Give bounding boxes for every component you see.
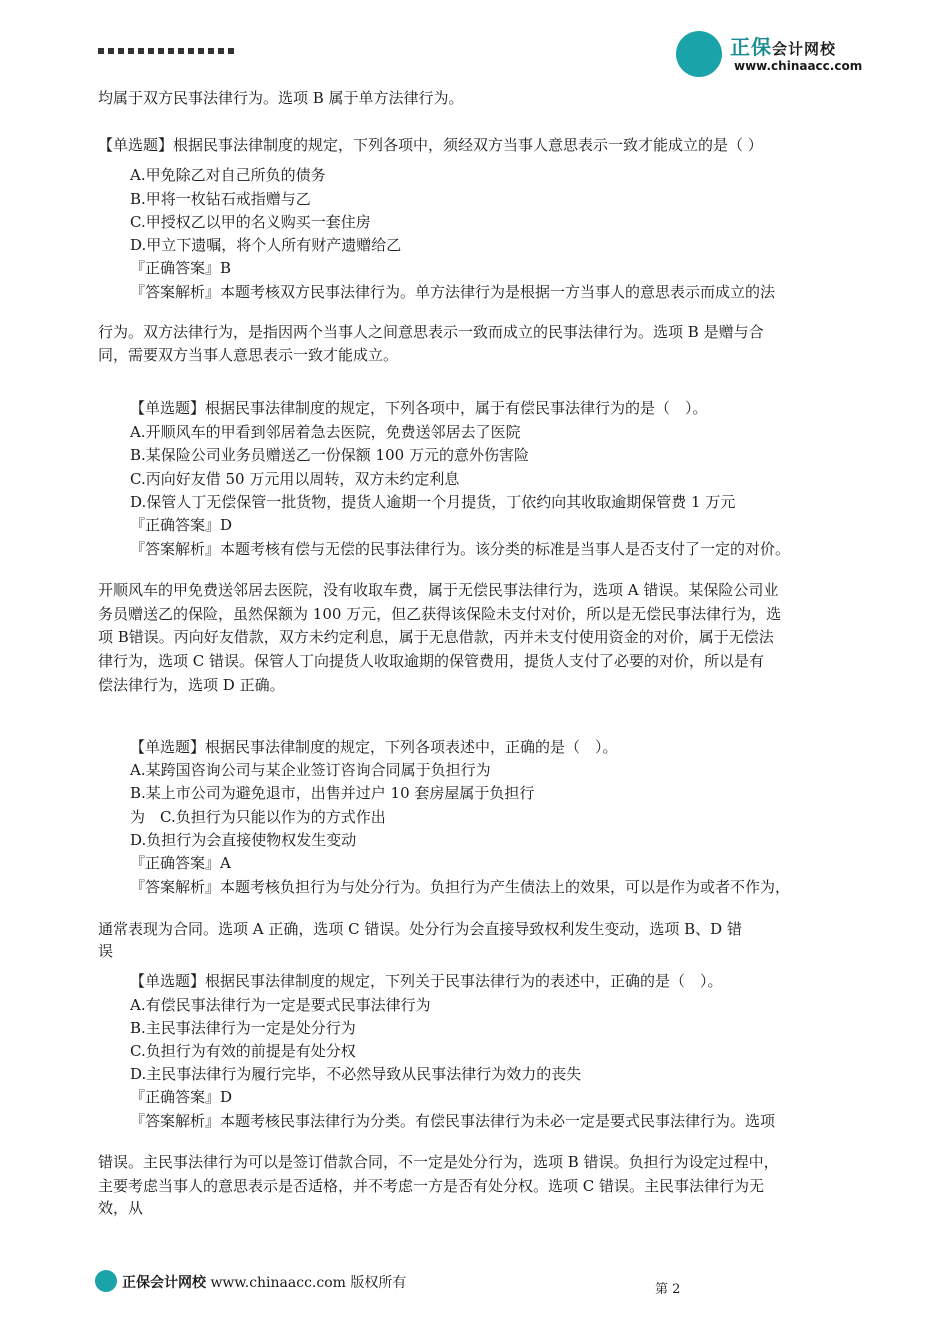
question-1-option-c: C.甲授权乙以甲的名义购买一套住房 (130, 213, 371, 231)
question-3-option-d: D.负担行为会直接使物权发生变动 (130, 831, 357, 849)
question-2-title: 【单选题】根据民事法律制度的规定，下列各项中，属于有偿民事法律行为的是（ ）。 (130, 399, 708, 417)
question-4-analysis-line-3: 主要考虑当事人的意思表示是否适格，并不考虑一方是否有处分权。选项 C 错误。主民事法律行为无 (98, 1177, 765, 1195)
brand-logo (676, 25, 866, 81)
question-4-analysis-line-1: 『答案解析』本题考核民事法律行为分类。有偿民事法律行为未必一定是要式民事法律行为。选项 (130, 1112, 776, 1130)
question-3-analysis-line-3: 误 (98, 942, 114, 960)
question-1-analysis-line-1: 『答案解析』本题考核双方民事法律行为。单方法律行为是根据一方当事人的意思表示而成立的法 (130, 283, 776, 301)
question-3-analysis-line-1: 『答案解析』本题考核负担行为与处分行为。负担行为产生债法上的效果，可以是作为或者不作为， (130, 878, 791, 896)
previous-analysis-tail: 均属于双方民事法律行为。选项 B 属于单方法律行为。 (98, 89, 464, 107)
question-2-analysis-line-4: 项 B错误。丙向好友借款，双方未约定利息，属于无息借款，丙并未支付使用资金的对价，属于无偿法 (98, 628, 774, 646)
top-cut-artifact (98, 48, 238, 54)
question-1-option-a: A.甲免除乙对自己所负的债务 (130, 166, 326, 184)
question-4-analysis-line-4: 效，从 (98, 1199, 144, 1217)
question-2-option-c: C.丙向好友借 50 万元用以周转，双方未约定利息 (130, 470, 460, 488)
question-3-analysis-line-2: 通常表现为合同。选项 A 正确，选项 C 错误。处分行为会直接导致权利发生变动，选项 B、D 错 (98, 920, 742, 938)
question-1-analysis-line-3: 同，需要双方当事人意思表示一致才能成立。 (98, 346, 399, 364)
question-2-analysis-line-2: 开顺风车的甲免费送邻居去医院，没有收取车费，属于无偿民事法律行为，选项 A 错误。某保险公司业 (98, 581, 779, 599)
question-1-option-d: D.甲立下遗嘱，将个人所有财产遗赠给乙 (130, 236, 402, 254)
question-2-analysis-line-3: 务员赠送乙的保险，虽然保额为 100 万元，但乙获得该保险未支付对价，所以是无偿民事法律行为，选 (98, 605, 782, 623)
question-2-analysis-line-5: 律行为，选项 C 错误。保管人丁向提货人收取逾期的保管费用，提货人支付了必要的对价，所以是有 (98, 652, 765, 670)
logo-brand-text: 正保会计网校 (730, 35, 837, 59)
question-1-title: 【单选题】根据民事法律制度的规定，下列各项中，须经双方当事人意思表示一致才能成立的是（ ） (98, 136, 763, 154)
question-2-option-b: B.某保险公司业务员赠送乙一份保额 100 万元的意外伤害险 (130, 446, 529, 464)
question-3-option-b: B.某上市公司为避免退市，出售并过户 10 套房屋属于负担行 (130, 784, 535, 802)
question-1-option-b: B.甲将一枚钻石戒指赠与乙 (130, 190, 311, 208)
footer-logo-icon (95, 1270, 117, 1292)
question-3-option-a: A.某跨国咨询公司与某企业签订咨询合同属于负担行为 (130, 761, 491, 779)
question-3-title: 【单选题】根据民事法律制度的规定，下列各项表述中，正确的是（ ）。 (130, 738, 618, 756)
question-2-option-d: D.保管人丁无偿保管一批货物，提货人逾期一个月提货，丁依约向其收取逾期保管费 1 万元 (130, 493, 736, 511)
question-1-analysis-line-2: 行为。双方法律行为，是指因两个当事人之间意思表示一致而成立的民事法律行为。选项 B 是赠与合 (98, 323, 764, 341)
question-4-option-d: D.主民事法律行为履行完毕，不必然导致从民事法律行为效力的丧失 (130, 1065, 582, 1083)
question-2-analysis-line-6: 偿法律行为，选项 D 正确。 (98, 676, 285, 694)
question-3-answer: 『正确答案』A (130, 854, 231, 872)
question-2-answer: 『正确答案』D (130, 516, 233, 534)
question-4-option-c: C.负担行为有效的前提是有处分权 (130, 1042, 356, 1060)
question-4-analysis-line-2: 错误。主民事法律行为可以是签订借款合同，不一定是处分行为，选项 B 错误。负担行为设定过程中， (98, 1153, 779, 1171)
question-4-option-b: B.主民事法律行为一定是处分行为 (130, 1019, 356, 1037)
question-4-answer: 『正确答案』D (130, 1088, 233, 1106)
question-2-option-a: A.开顺风车的甲看到邻居着急去医院，免费送邻居去了医院 (130, 423, 521, 441)
logo-url: www.chinaacc.com (734, 59, 863, 73)
page-number: 第 2 (655, 1282, 681, 1297)
question-3-option-b-cont: 为 C.负担行为只能以作为的方式作出 (130, 808, 386, 826)
logo-emblem-icon (676, 31, 722, 77)
question-2-analysis-line-1: 『答案解析』本题考核有偿与无偿的民事法律行为。该分类的标准是当事人是否支付了一定的对价。 (130, 540, 791, 558)
footer-text: 正保会计网校 www.chinaacc.com 版权所有 (122, 1275, 407, 1291)
question-4-title: 【单选题】根据民事法律制度的规定，下列关于民事法律行为的表述中，正确的是（ ）。 (130, 972, 723, 990)
question-4-option-a: A.有偿民事法律行为一定是要式民事法律行为 (130, 996, 431, 1014)
question-1-answer: 『正确答案』B (130, 259, 232, 277)
